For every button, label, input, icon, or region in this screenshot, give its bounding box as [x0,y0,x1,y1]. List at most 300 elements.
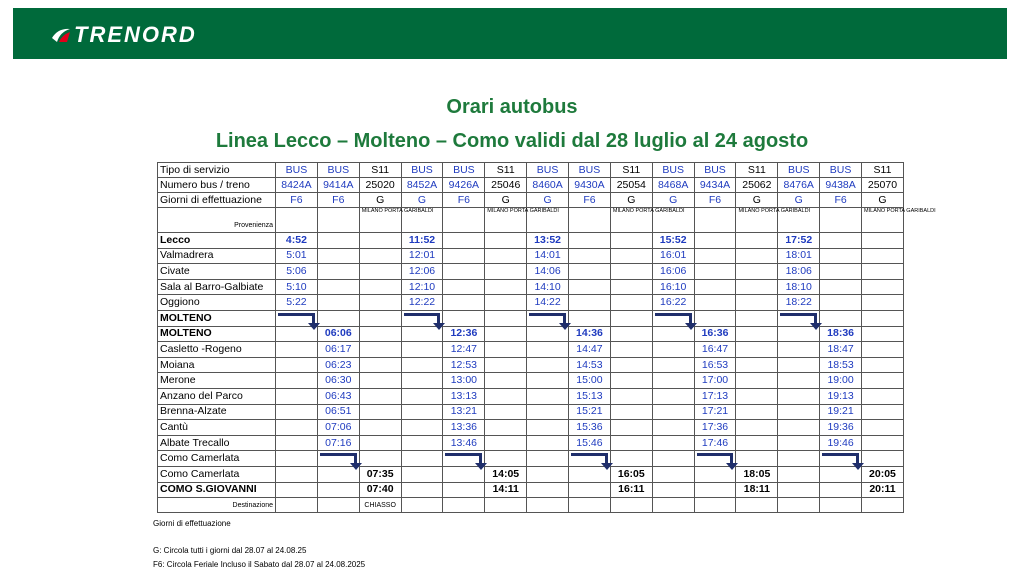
time-cell: 06:23 [317,357,359,373]
destination-cell [401,498,443,513]
destination-cell [862,498,904,513]
connection-arrow-cell [569,451,611,467]
time-cell [485,435,527,451]
time-cell [652,435,694,451]
time-cell: 11:52 [401,233,443,249]
time-cell [527,373,569,389]
time-cell: 17:52 [778,233,820,249]
stop-name: Valmadrera [158,248,276,264]
time-cell: 15:13 [569,388,611,404]
time-cell [736,388,778,404]
time-cell [569,279,611,295]
service-number-cell: 25054 [610,178,652,193]
time-cell [862,388,904,404]
origin-cell: MILANO PORTA GARIBALDI [359,208,401,233]
time-cell [610,388,652,404]
connection-arrow-icon [571,453,608,464]
stop-row [158,264,904,280]
connection-arrow-icon [320,453,357,464]
time-cell [443,248,485,264]
time-cell [569,482,611,498]
time-cell [778,435,820,451]
stop-name: Albate Trecallo [158,435,276,451]
time-cell [401,357,443,373]
connection-arrow-icon [529,313,566,324]
time-cell [359,310,401,326]
time-cell [652,373,694,389]
connection-arrow-cell [527,310,569,326]
time-cell [359,373,401,389]
time-cell [401,404,443,420]
time-cell [694,295,736,311]
time-cell: 12:06 [401,264,443,280]
time-cell: 15:52 [652,233,694,249]
time-cell [527,342,569,358]
time-cell [276,357,318,373]
operating-days-cell: G [359,193,401,208]
operating-days-cell: F6 [569,193,611,208]
time-cell [778,466,820,482]
origin-cell: MILANO PORTA GARIBALDI [736,208,778,233]
time-cell [317,264,359,280]
time-cell: 14:05 [485,466,527,482]
time-cell: 18:10 [778,279,820,295]
time-cell: 16:11 [610,482,652,498]
time-cell: 15:21 [569,404,611,420]
time-cell [276,466,318,482]
time-cell: 16:01 [652,248,694,264]
time-cell [317,233,359,249]
operating-days-cell: F6 [317,193,359,208]
stop-row [158,373,904,389]
time-cell [820,482,862,498]
service-number-cell: 9430A [569,178,611,193]
time-cell [527,435,569,451]
service-type-cell: S11 [862,163,904,178]
operating-days-cell: G [401,193,443,208]
stop-name: COMO S.GIOVANNI [158,482,276,498]
time-cell: 18:22 [778,295,820,311]
time-cell [276,435,318,451]
time-cell [862,342,904,358]
stop-row [158,357,904,373]
connection-arrow-icon [278,313,315,324]
time-cell: 17:21 [694,404,736,420]
time-cell [443,310,485,326]
time-cell [359,342,401,358]
time-cell [485,357,527,373]
destination-cell [276,498,318,513]
time-cell: 18:01 [778,248,820,264]
time-cell [652,482,694,498]
stop-name: MOLTENO [158,310,276,326]
service-number-cell: 8468A [652,178,694,193]
time-cell [610,357,652,373]
connection-arrow-icon [780,313,817,324]
stop-row [158,326,904,342]
connection-arrow-cell [276,310,318,326]
time-cell [443,264,485,280]
time-cell [736,373,778,389]
service-number-label: Numero bus / treno [158,178,276,193]
connection-arrow-cell [317,451,359,467]
stop-row [158,248,904,264]
time-cell [862,326,904,342]
time-cell [527,357,569,373]
service-type-cell: S11 [736,163,778,178]
time-cell [862,264,904,280]
time-cell: 07:40 [359,482,401,498]
stop-name: Casletto -Rogeno [158,342,276,358]
origin-row [158,208,904,233]
time-cell: 12:22 [401,295,443,311]
service-number-cell: 25046 [485,178,527,193]
operating-days-cell: F6 [443,193,485,208]
time-cell [778,388,820,404]
time-cell [736,435,778,451]
time-cell: 17:00 [694,373,736,389]
time-cell [694,264,736,280]
service-number-cell: 8424A [276,178,318,193]
time-cell: 16:10 [652,279,694,295]
stop-row [158,420,904,436]
time-cell [694,248,736,264]
time-cell [610,404,652,420]
origin-cell [694,208,736,233]
origin-cell: MILANO PORTA GARIBALDI [862,208,904,233]
time-cell [485,404,527,420]
service-number-cell: 9414A [317,178,359,193]
time-cell [485,264,527,280]
connection-arrow-cell [652,310,694,326]
time-cell [443,233,485,249]
operating-days-cell: G [652,193,694,208]
time-cell [862,435,904,451]
time-cell: 19:21 [820,404,862,420]
time-cell [610,264,652,280]
stop-name: Civate [158,264,276,280]
note-g: G: Circola tutti i giorni dal 28.07 al 24.08.25 [153,546,307,555]
service-type-cell: BUS [527,163,569,178]
time-cell [610,233,652,249]
time-cell: 19:36 [820,420,862,436]
operating-days-cell: F6 [276,193,318,208]
time-cell [485,295,527,311]
time-cell [736,279,778,295]
time-cell [778,482,820,498]
time-cell [610,435,652,451]
time-cell [276,388,318,404]
time-cell [401,451,443,467]
stop-name: Sala al Barro-Galbiate [158,279,276,295]
time-cell [778,404,820,420]
time-cell [317,310,359,326]
time-cell [652,404,694,420]
destination-cell [820,498,862,513]
destination-label: Destinazione [158,498,276,513]
time-cell: 18:47 [820,342,862,358]
time-cell [317,279,359,295]
time-cell [401,373,443,389]
time-cell [736,233,778,249]
time-cell [359,233,401,249]
origin-cell [820,208,862,233]
time-cell: 13:13 [443,388,485,404]
time-cell: 07:16 [317,435,359,451]
time-cell: 12:53 [443,357,485,373]
time-cell [610,295,652,311]
time-cell [610,420,652,436]
time-cell: 14:36 [569,326,611,342]
destination-cell [736,498,778,513]
stop-name: Lecco [158,233,276,249]
time-cell [778,357,820,373]
time-cell [317,295,359,311]
service-type-cell: BUS [317,163,359,178]
time-cell [359,451,401,467]
time-cell [359,388,401,404]
time-cell: 5:06 [276,264,318,280]
stop-row [158,295,904,311]
time-cell [485,279,527,295]
destination-cell: CHIASSO [359,498,401,513]
time-cell [652,342,694,358]
page-title: Orari autobus [446,96,578,118]
destination-cell [694,498,736,513]
time-cell [527,466,569,482]
time-cell [862,451,904,467]
service-type-cell: BUS [778,163,820,178]
stop-row [158,404,904,420]
time-cell: 16:22 [652,295,694,311]
time-cell [401,482,443,498]
time-cell: 19:00 [820,373,862,389]
origin-cell [569,208,611,233]
time-cell [359,357,401,373]
destination-cell [652,498,694,513]
service-number-cell: 9426A [443,178,485,193]
time-cell [694,233,736,249]
time-cell [820,233,862,249]
time-cell: 06:17 [317,342,359,358]
service-type-row [158,163,904,178]
time-cell: 14:53 [569,357,611,373]
time-cell: 19:13 [820,388,862,404]
time-cell [443,279,485,295]
time-cell [862,310,904,326]
page-subtitle: Linea Lecco – Molteno – Como validi dal 28 luglio al 24 agosto [215,130,809,152]
destination-cell [527,498,569,513]
service-number-cell: 25020 [359,178,401,193]
connection-arrow-cell [820,451,862,467]
stop-row [158,342,904,358]
time-cell: 12:10 [401,279,443,295]
time-cell [401,435,443,451]
time-cell [359,420,401,436]
time-cell [485,326,527,342]
service-number-cell: 25070 [862,178,904,193]
time-cell [317,248,359,264]
time-cell [610,310,652,326]
time-cell: 18:05 [736,466,778,482]
connection-arrow-cell [443,451,485,467]
stop-row [158,388,904,404]
time-cell [527,388,569,404]
time-cell: 18:36 [820,326,862,342]
time-cell [401,466,443,482]
time-cell [276,342,318,358]
connection-arrow-icon [404,313,441,324]
time-cell: 20:05 [862,466,904,482]
stop-name: Cantù [158,420,276,436]
time-cell [610,326,652,342]
time-cell [820,295,862,311]
time-cell [736,342,778,358]
time-cell [736,404,778,420]
stop-name: Anzano del Parco [158,388,276,404]
time-cell [862,248,904,264]
service-type-cell: S11 [485,163,527,178]
operating-days-row [158,193,904,208]
connection-arrow-icon [697,453,734,464]
service-number-cell: 8452A [401,178,443,193]
connection-arrow-icon [445,453,482,464]
time-cell [862,295,904,311]
service-number-cell: 8476A [778,178,820,193]
time-cell [610,279,652,295]
time-cell [359,279,401,295]
time-cell: 20:11 [862,482,904,498]
service-number-cell: 8460A [527,178,569,193]
time-cell: 16:47 [694,342,736,358]
service-number-cell: 9438A [820,178,862,193]
time-cell [527,404,569,420]
origin-cell: MILANO PORTA GARIBALDI [485,208,527,233]
time-cell [401,420,443,436]
time-cell [862,279,904,295]
time-cell [862,404,904,420]
time-cell [736,248,778,264]
time-cell [276,373,318,389]
time-cell [569,310,611,326]
destination-cell [778,498,820,513]
time-cell [443,482,485,498]
destination-cell [485,498,527,513]
trenord-logo-icon [50,24,72,46]
time-cell [359,404,401,420]
stop-row [158,279,904,295]
time-cell [359,248,401,264]
time-cell [694,482,736,498]
time-cell: 15:46 [569,435,611,451]
time-cell [736,420,778,436]
time-cell [485,373,527,389]
time-cell [736,310,778,326]
time-cell: 07:35 [359,466,401,482]
connection-arrow-cell [778,310,820,326]
operating-days-cell: F6 [820,193,862,208]
time-cell: 17:13 [694,388,736,404]
time-cell: 13:21 [443,404,485,420]
stop-name: MOLTENO [158,326,276,342]
time-cell: 16:06 [652,264,694,280]
origin-cell [317,208,359,233]
stop-row [158,310,904,326]
time-cell [485,420,527,436]
time-cell [401,342,443,358]
time-cell [485,451,527,467]
time-cell [610,342,652,358]
time-cell [652,466,694,482]
time-cell [401,388,443,404]
time-cell [820,310,862,326]
time-cell: 14:06 [527,264,569,280]
operating-days-cell: G [778,193,820,208]
time-cell [569,233,611,249]
service-type-cell: S11 [610,163,652,178]
time-cell [694,279,736,295]
time-cell: 13:36 [443,420,485,436]
time-cell: 12:01 [401,248,443,264]
time-cell: 12:36 [443,326,485,342]
origin-label: Provenienza [158,208,276,233]
time-cell [527,482,569,498]
time-cell [276,482,318,498]
time-cell [694,310,736,326]
destination-cell [443,498,485,513]
service-type-cell: BUS [401,163,443,178]
stop-name: Brenna-Alzate [158,404,276,420]
operating-days-cell: G [527,193,569,208]
time-cell [736,326,778,342]
time-cell: 16:53 [694,357,736,373]
time-cell [610,373,652,389]
time-cell: 4:52 [276,233,318,249]
stop-row [158,435,904,451]
time-cell: 14:10 [527,279,569,295]
destination-cell [317,498,359,513]
logo-text: TRENORD [74,22,197,47]
time-cell [485,248,527,264]
time-cell [276,420,318,436]
time-cell [862,233,904,249]
time-cell [485,388,527,404]
service-type-cell: BUS [652,163,694,178]
time-cell [736,295,778,311]
notes-heading: Giorni di effettuazione [153,519,231,528]
time-cell [652,388,694,404]
time-cell [736,264,778,280]
time-cell [485,233,527,249]
time-cell [736,357,778,373]
operating-days-cell: G [736,193,778,208]
time-cell [820,279,862,295]
time-cell: 07:06 [317,420,359,436]
time-cell [485,342,527,358]
service-type-cell: BUS [569,163,611,178]
time-cell: 5:01 [276,248,318,264]
time-cell: 17:36 [694,420,736,436]
service-number-cell: 25062 [736,178,778,193]
time-cell [317,482,359,498]
stop-name: Moiana [158,357,276,373]
time-cell: 15:00 [569,373,611,389]
origin-cell: MILANO PORTA GARIBALDI [610,208,652,233]
time-cell [359,435,401,451]
operating-days-cell: G [610,193,652,208]
time-cell [527,451,569,467]
time-cell: 18:11 [736,482,778,498]
